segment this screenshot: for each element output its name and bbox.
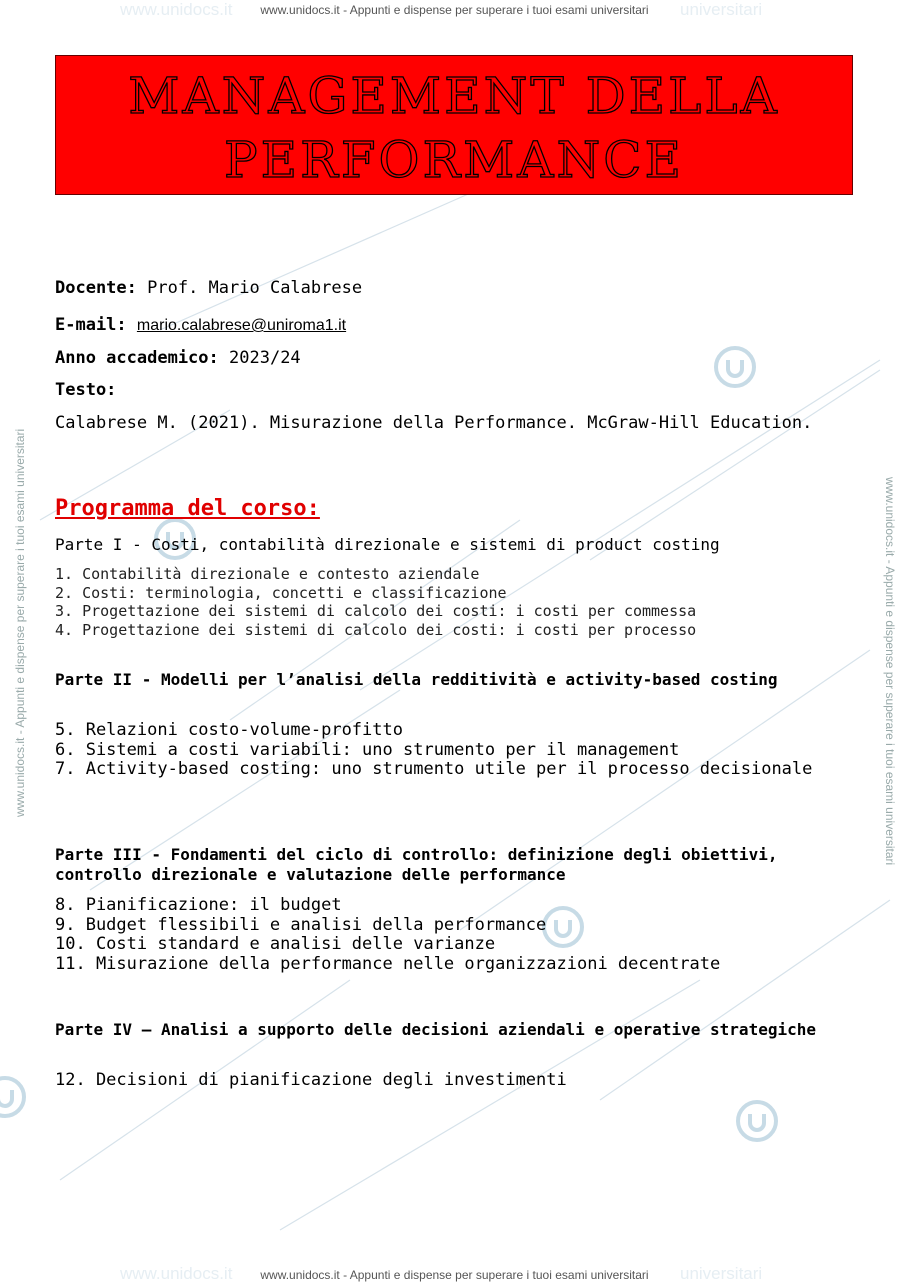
part-4-heading: Parte IV – Analisi a supporto delle decisioni aziendali e operative strategiche <box>55 1020 816 1039</box>
testo-value: Calabrese M. (2021). Misurazione della Performance. McGraw-Hill Education. <box>55 413 813 433</box>
testo-row <box>55 380 116 400</box>
list-item: 6. Sistemi a costi variabili: uno strumento per il management <box>55 739 680 760</box>
watermark-faint-bottom: www.unidocs.it <box>120 1264 233 1283</box>
part-3-heading: Parte III - Fondamenti del ciclo di controllo: definizione degli obiettivi, controllo direzionale e valutazione delle performance <box>55 845 778 884</box>
programma-heading: Programma del corso: <box>55 496 320 521</box>
list-item: 12. Decisioni di pianificazione degli investimenti <box>55 1070 567 1090</box>
anno-label: Anno accademico: <box>55 348 219 368</box>
part-4-list <box>55 1071 845 1091</box>
list-item: 2. Costi: terminologia, concetti e classificazione <box>55 583 507 602</box>
docente-value: Prof. Mario Calabrese <box>147 278 363 298</box>
document-title: MANAGEMENT DELLA PERFORMANCE <box>128 67 780 189</box>
testo-label: Testo: <box>55 380 117 400</box>
unidocs-logo-icon <box>0 1074 28 1120</box>
docente-row <box>55 278 362 298</box>
list-item: 1. Contabilità direzionale e contesto aziendale <box>55 565 480 583</box>
watermark-faint-top-right: universitari <box>680 0 763 19</box>
part-2-list <box>55 721 845 780</box>
list-item: 11. Misurazione della performance nelle organizzazioni decentrate <box>55 953 721 974</box>
email-row <box>55 315 346 335</box>
anno-value: 2023/24 <box>229 348 301 368</box>
docente-label: Docente: <box>55 278 137 298</box>
watermark-footer: www.unidocs.it - Appunti e dispense per superare i tuoi esami universitari <box>260 1268 649 1282</box>
list-item: 4. Progettazione dei sistemi di calcolo dei costi: i costi per processo <box>55 620 697 639</box>
watermark-faint-bottom-right: universitari <box>680 1264 763 1283</box>
list-item: 3. Progettazione dei sistemi di calcolo dei costi: i costi per commessa <box>55 602 697 620</box>
watermark-header: www.unidocs.it - Appunti e dispense per superare i tuoi esami universitari <box>260 3 649 17</box>
list-item: 8. Pianificazione: il budget <box>55 895 342 915</box>
watermark-faint-top: www.unidocs.it <box>120 0 233 19</box>
list-item: 10. Costi standard e analisi delle varianze <box>55 934 496 954</box>
list-item: 7. Activity-based costing: uno strumento utile per il processo decisionale <box>55 759 813 779</box>
watermark-side-right: www.unidocs.it - Appunti e dispense per superare i tuoi esami universitari <box>883 477 897 866</box>
email-label: E-mail: <box>55 315 127 335</box>
unidocs-logo-icon <box>734 1098 780 1144</box>
part-1-heading: Parte I - Costi, contabilità direzionale e sistemi di product costing <box>55 535 720 554</box>
unidocs-logo-icon <box>712 344 758 390</box>
email-link[interactable]: mario.calabrese@uniroma1.it <box>136 317 347 334</box>
list-item: 9. Budget flessibili e analisi della performance <box>55 914 547 935</box>
anno-row <box>55 348 301 368</box>
list-item: 5. Relazioni costo-volume-profitto <box>55 720 403 740</box>
part-1-list <box>55 565 845 639</box>
watermark-side-left: www.unidocs.it - Appunti e dispense per superare i tuoi esami universitari <box>13 428 27 817</box>
part-3-list <box>55 896 845 974</box>
title-banner <box>55 55 853 195</box>
part-2-heading: Parte II - Modelli per l’analisi della redditività e activity-based costing <box>55 670 778 689</box>
